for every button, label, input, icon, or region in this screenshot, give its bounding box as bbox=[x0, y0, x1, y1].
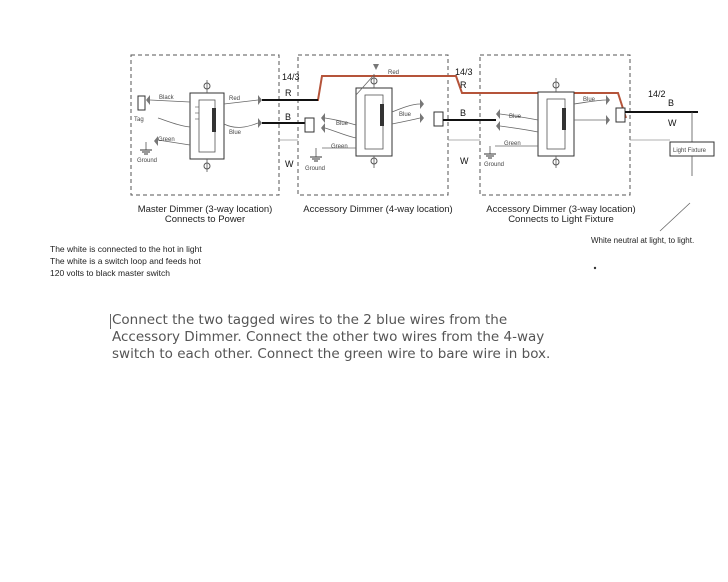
acc4-caption-1: Accessory Dimmer (4-way location) bbox=[303, 204, 453, 215]
master-blue-label: Blue bbox=[229, 130, 242, 136]
acc4-green-label: Green bbox=[331, 144, 348, 150]
acc4-red-label: Red bbox=[388, 70, 400, 76]
wire-nut-icon bbox=[258, 95, 262, 105]
cable1-w: W bbox=[285, 159, 294, 169]
cable3-type: 14/2 bbox=[648, 89, 666, 99]
master-caption-2: Connects to Power bbox=[164, 214, 246, 225]
acc4-blue-label: Blue bbox=[336, 121, 349, 127]
acc3-blue-label: Blue bbox=[509, 114, 522, 120]
cable2-w: W bbox=[460, 156, 469, 166]
acc3-ground-label: Ground bbox=[484, 162, 505, 168]
wire-nut-icon bbox=[496, 109, 500, 119]
master-green-label: Green bbox=[158, 137, 175, 143]
wire-nut-icon bbox=[496, 121, 500, 131]
master-ground-label: Ground bbox=[137, 158, 158, 164]
instruction-line: switch to each other. Connect the green wire to bare wire in box. bbox=[112, 346, 551, 362]
side-note-line: The white is a switch loop and feeds hot bbox=[50, 256, 201, 266]
cable3-b: B bbox=[668, 98, 675, 108]
instruction-line: Connect the two tagged wires to the 2 blue wires from the bbox=[112, 312, 508, 328]
cable2-type: 14/3 bbox=[455, 67, 473, 77]
side-note bbox=[50, 243, 202, 279]
accessory-4way-device bbox=[356, 74, 392, 168]
master-tag-label: Tag bbox=[134, 117, 144, 123]
instruction-line: Accessory Dimmer. Connect the other two wires from the 4-way bbox=[112, 329, 545, 345]
tag-box bbox=[434, 112, 443, 126]
acc3-green-label: Green bbox=[504, 141, 521, 147]
ground-icon bbox=[310, 157, 322, 161]
wire-nut-icon bbox=[420, 113, 424, 123]
master-dimmer-device bbox=[190, 80, 224, 172]
side-note-line: The white is connected to the hot in light bbox=[50, 244, 202, 254]
wire-nut-icon bbox=[606, 95, 610, 105]
wire-nut-icon bbox=[321, 123, 325, 133]
stray-dot bbox=[594, 267, 596, 269]
tag-box bbox=[305, 118, 314, 132]
light-fixture-label: Light Fixture bbox=[673, 148, 707, 154]
cable1-type: 14/3 bbox=[282, 72, 300, 82]
neutral-note: White neutral at light, to light. bbox=[591, 236, 695, 245]
ground-icon bbox=[140, 150, 152, 154]
cable1-r: R bbox=[285, 88, 292, 98]
ground-icon bbox=[484, 154, 496, 158]
text-cursor bbox=[110, 314, 111, 329]
acc3-caption-2: Connects to Light Fixture bbox=[508, 214, 614, 225]
cable3-w: W bbox=[668, 118, 677, 128]
acc4-blue-right-label: Blue bbox=[399, 112, 412, 118]
wire-nut-icon bbox=[258, 118, 262, 128]
master-caption-1: Master Dimmer (3-way location) bbox=[137, 204, 273, 215]
master-black-label: Black bbox=[159, 95, 174, 101]
wire-nut-icon bbox=[146, 95, 150, 105]
cable2-b: B bbox=[460, 108, 467, 118]
tag-box bbox=[138, 96, 145, 110]
wire-nut-icon bbox=[321, 113, 325, 123]
side-note-line: 120 volts to black master switch bbox=[50, 268, 170, 278]
tag-box bbox=[616, 108, 625, 122]
instructions bbox=[112, 312, 672, 363]
wire-nut-icon bbox=[420, 99, 424, 109]
acc4-ground-label: Ground bbox=[305, 166, 326, 172]
wire-nut-icon bbox=[606, 115, 610, 125]
acc3-blue-right-label: Blue bbox=[583, 97, 596, 103]
acc3-caption-1: Accessory Dimmer (3-way location) bbox=[486, 204, 636, 215]
master-red-label: Red bbox=[229, 96, 241, 102]
cable1-b: B bbox=[285, 112, 292, 122]
cable2-r: R bbox=[460, 80, 467, 90]
accessory-3way-device bbox=[538, 78, 574, 168]
